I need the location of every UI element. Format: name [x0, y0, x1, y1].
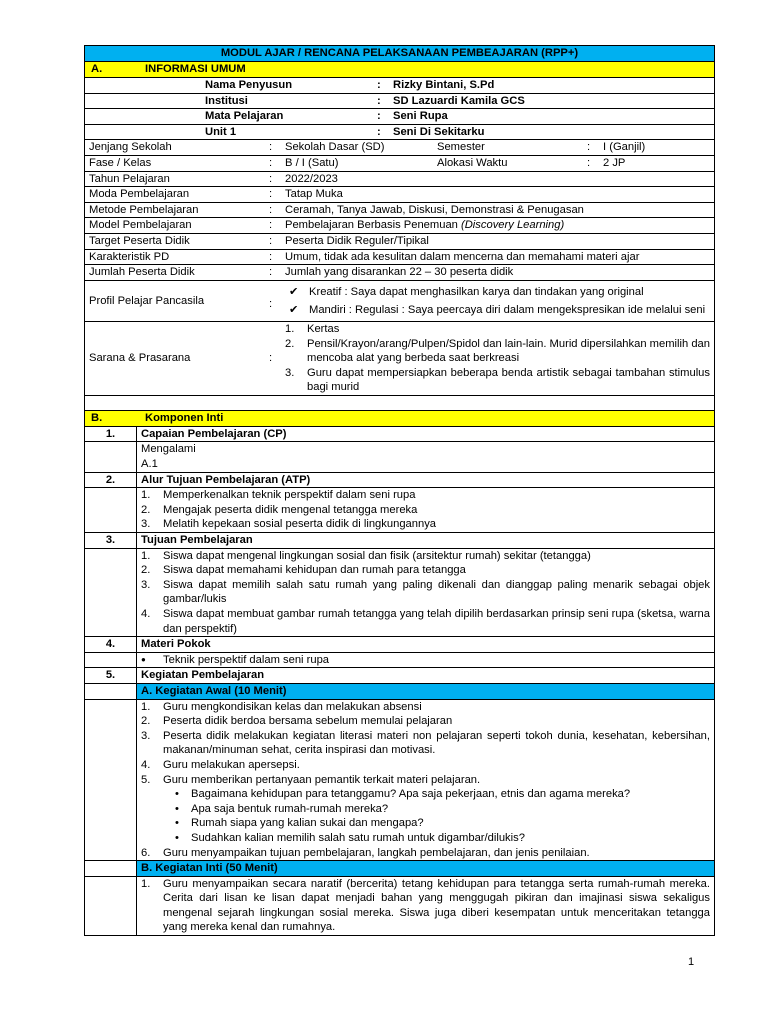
meta-colon-2: : [587, 156, 591, 169]
identity-row [85, 124, 715, 140]
check-icon: ✔ [289, 285, 299, 298]
identity-colon: : [377, 79, 381, 91]
section-b-header [85, 410, 715, 426]
kegiatan-inti-content: 1. Guru menyampaikan secara naratif (bercerita) tetang kehidupan para tetangga serta rumah-rumah mereka. Cerita dari lisan ke lisan dapat menjadi bahan yang menggugah pikiran dan imajinasi siswa sekaligus mengenal sejarah lingkungan sosial mereka. Siswa juga diberi kesempatan untuk menceritakan tetangga yang mereka kenal dan rumahnya. [85, 876, 715, 935]
identity-value: Rizky Bintani, S.Pd [393, 79, 495, 91]
meta-value-2: 2 JP [603, 156, 626, 169]
identity-colon: : [377, 110, 381, 123]
document-title-row [85, 46, 715, 62]
identity-key: Mata Pelajaran [205, 110, 284, 123]
kegiatan-inti-header: B. Kegiatan Inti (50 Menit) [85, 861, 715, 877]
atp-header: 2. Alur Tujuan Pembelajaran (ATP) [85, 472, 715, 488]
meta-colon-2: : [587, 141, 591, 154]
meta-row-fase [85, 155, 715, 171]
profil-item: ✔ Mandiri : Regulasi : Saya peercaya diri dalam mengekspresikan ide melalui seni [289, 304, 706, 317]
bullet-icon: • [175, 788, 179, 801]
check-icon: ✔ [289, 304, 299, 317]
tujuan-header: 3. Tujuan Pembelajaran [85, 533, 715, 549]
page-number: 1 [688, 956, 695, 968]
meta-row: Model Pembelajaran : Pembelajaran Berbasis Penemuan (Discovery Learning) [85, 218, 715, 234]
meta-row: Karakteristik PD : Umum, tidak ada kesulitan dalam mencerna dan memahami materi ajar [85, 249, 715, 265]
document-title: MODUL AJAR / RENCANA PELAKSANAAN PEMBEAJARAN (RPP+) [85, 46, 715, 62]
meta-key-2: Alokasi Waktu [437, 156, 508, 169]
meta-row: Moda Pembelajaran : Tatap Muka [85, 187, 715, 203]
identity-value: Seni Di Sekitarku [393, 125, 485, 138]
materi-header: 4. Materi Pokok [85, 637, 715, 653]
bullet-icon: • [175, 802, 179, 815]
profil-row: Profil Pelajar Pancasila : ✔ Kreatif : Saya dapat menghasilkan karya dan tindakan yang original ✔ Mandiri : Regulasi : Saya peercaya diri dalam mengekspresikan ide melalui seni [85, 280, 715, 321]
section-b-letter: B. [91, 412, 103, 425]
sarana-key: Sarana & Prasarana [89, 352, 191, 365]
rpp-document [84, 45, 715, 936]
tujuan-content: 1. Siswa dapat mengenal lingkungan sosial dan fisik (arsitektur rumah) sekitar (tetangga) 2. Siswa dapat memahami kehidupan dan rumah para tetangga 3. Siswa dapat memilih salah satu rumah yang paling dikenali dan dianggap paling menarik sebagai objek gambar/lukis 4. Siswa dapat membuat gambar rumah tetangga yang telah dipilih berdasarkan prinsip seni rupa (sketsa, warna dan perspektif) [85, 548, 715, 637]
kegiatan-awal-content: 1. Guru mengkondisikan kelas dan melakukan absensi 2. Peserta didik berdoa bersama sebelum memulai pelajaran 3. Peserta didik melakukan kegiatan literasi materi non pelajaran seperti tokoh dunia, kesehatan, kebersihan, makanan/minuman sehat, cerita inspirasi dan motivasi. 4. Guru melakukan apersepsi. 5. Guru memberikan pertanyaan pemantik terkait materi pelajaran. • Bagaimana kehidupan para tetanggamu? Apa saja pekerjaan, etnis dan agama mereka? • Apa saja bentuk rumah-rumah mereka? • Rumah siapa yang kalian sukai dan mengapa? • Sudahkan kalian memilih salah satu rumah untuk digambar/dilukis? 6. Guru menyampaikan tujuan pembelajaran, langkah pembelajaran, dan jenis penilaian. [85, 699, 715, 861]
identity-key: Institusi [205, 94, 248, 107]
meta-key: Fase / Kelas [89, 156, 152, 169]
profil-item: ✔ Kreatif : Saya dapat menghasilkan karya dan tindakan yang original [289, 285, 644, 298]
meta-key-2: Semester [437, 141, 485, 154]
cp-content: Mengalami A.1 [85, 442, 715, 472]
meta-value-2: I (Ganjil) [603, 141, 646, 154]
identity-colon: : [377, 94, 381, 107]
kegiatan-header: 5. Kegiatan Pembelajaran [85, 668, 715, 684]
identity-value: Seni Rupa [393, 110, 448, 123]
bullet-icon: ● [141, 654, 146, 664]
section-a-header [85, 62, 715, 78]
meta-key: Jenjang Sekolah [89, 141, 172, 154]
identity-key: Nama Penyusun [205, 79, 293, 91]
bullet-icon: • [175, 817, 179, 830]
meta-row: Target Peserta Didik : Peserta Didik Reguler/Tipikal [85, 233, 715, 249]
identity-key: Unit 1 [205, 125, 237, 138]
cp-header: 1. Capaian Pembelajaran (CP) [85, 426, 715, 442]
meta-row: Tahun Pelajaran : 2022/2023 [85, 171, 715, 187]
section-a-label: INFORMASI UMUM [145, 63, 246, 76]
meta-value: B / I (Satu) [285, 156, 339, 169]
meta-colon: : [269, 156, 273, 169]
identity-colon: : [377, 125, 381, 138]
materi-content: ● Teknik perspektif dalam seni rupa [85, 652, 715, 668]
identity-row [85, 93, 715, 109]
meta-value: Sekolah Dasar (SD) [285, 141, 385, 154]
spacer-row [85, 395, 715, 410]
meta-colon: : [269, 141, 273, 154]
section-a-letter: A. [91, 63, 103, 76]
kegiatan-awal-header: A. Kegiatan Awal (10 Menit) [85, 683, 715, 699]
section-b-label: Komponen Inti [145, 412, 224, 425]
sarana-row: Sarana & Prasarana : 1. Kertas 2. Pensil/Krayon/arang/Pulpen/Spidol dan lain-lain. Murid dipersilahkan memilih dan mencoba alat yang berbeda saat berkreasi 3. Guru dapat mempersiapkan beberapa benda artistik sebagai tambahan stimulus bagi murid [85, 321, 715, 395]
meta-row: Metode Pembelajaran : Ceramah, Tanya Jawab, Diskusi, Demonstrasi & Penugasan [85, 202, 715, 218]
bullet-icon: • [175, 831, 179, 844]
meta-row-jenjang [85, 140, 715, 156]
identity-row [85, 78, 715, 94]
atp-content: 1. Memperkenalkan teknik perspektif dalam seni rupa 2. Mengajak peserta didik mengenal tetangga mereka 3. Melatih kepekaan sosial peserta didik di lingkungannya [85, 488, 715, 533]
identity-value: SD Lazuardi Kamila GCS [393, 94, 525, 107]
profil-list [285, 285, 710, 318]
identity-row [85, 109, 715, 125]
profil-key: Profil Pelajar Pancasila [89, 295, 205, 308]
sarana-list: 1. Kertas 2. Pensil/Krayon/arang/Pulpen/Spidol dan lain-lain. Murid dipersilahkan memilih dan mencoba alat yang berbeda saat berkreasi 3. Guru dapat mempersiapkan beberapa benda artistik sebagai tambahan stimulus bagi murid [285, 322, 710, 394]
meta-row: Jumlah Peserta Didik : Jumlah yang disarankan 22 – 30 peserta didik [85, 265, 715, 281]
